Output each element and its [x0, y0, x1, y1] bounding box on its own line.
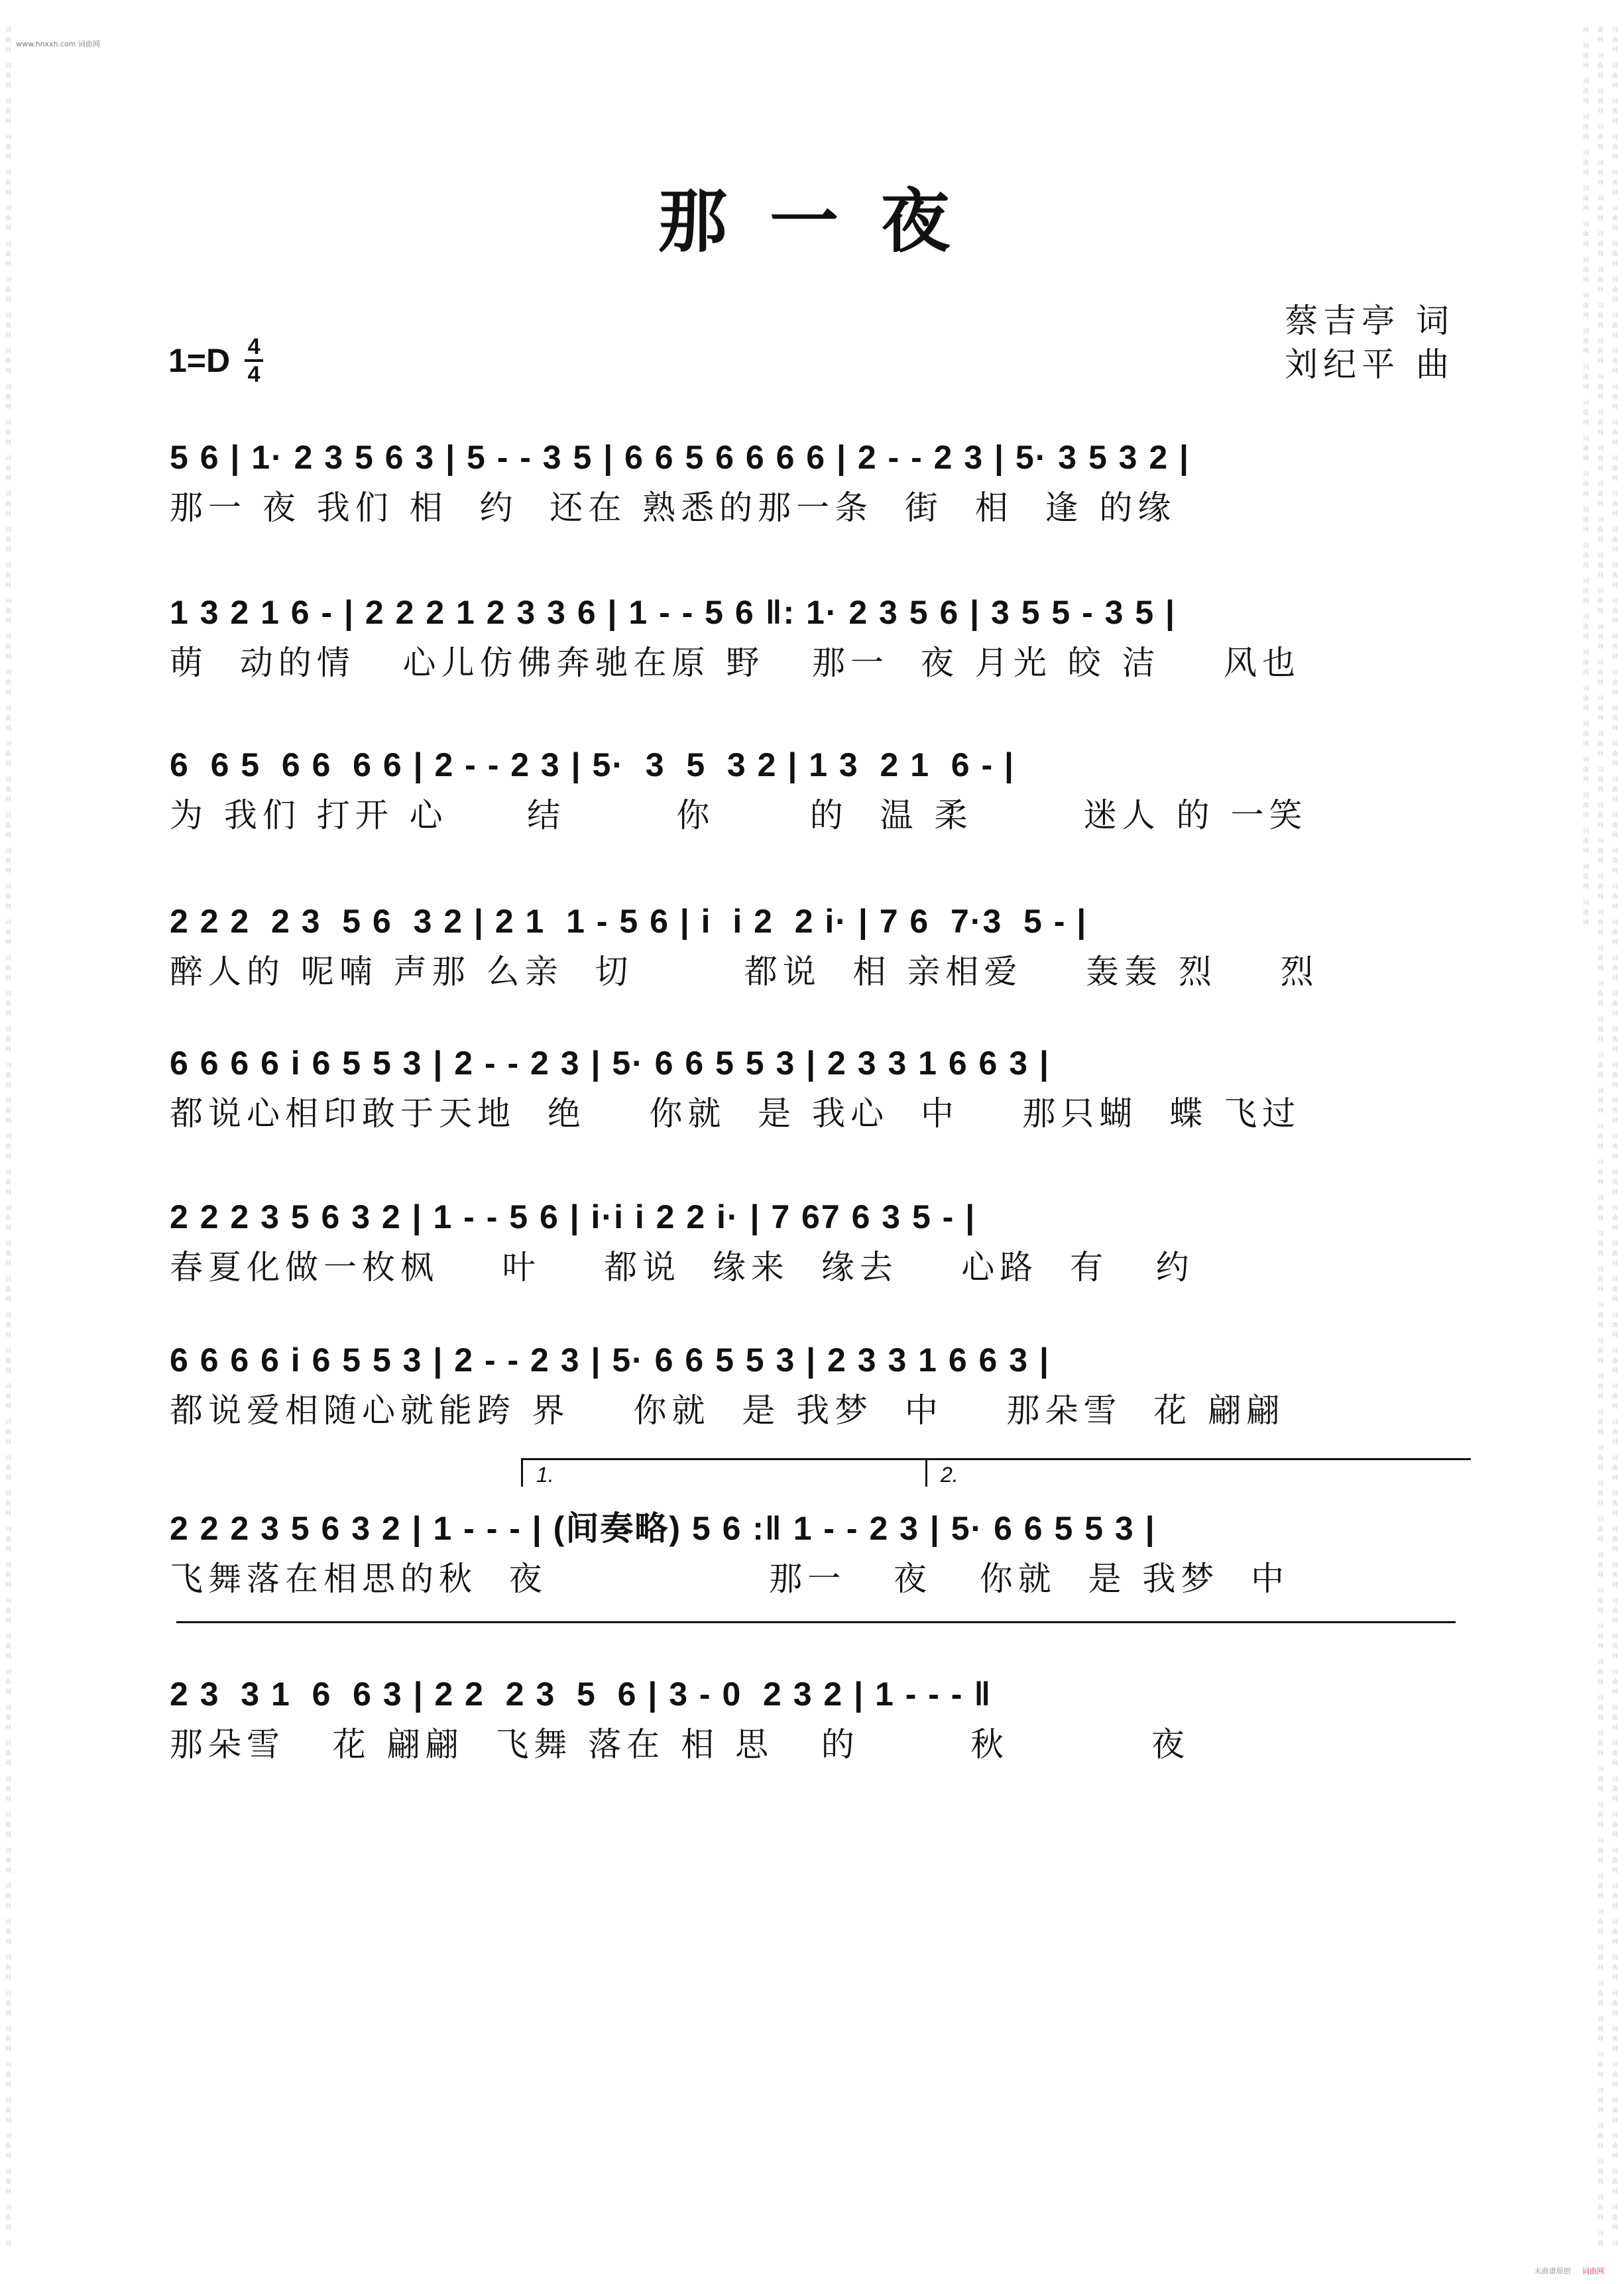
lyricist-credit: 蔡吉亭 词 — [1285, 302, 1454, 340]
lyric-line: 萌 动的情 心儿仿佛奔驰在原 野 那一 夜 月光 皎 洁 风也 — [170, 644, 1301, 682]
first-ending-bracket: 1. — [521, 1458, 1086, 1487]
score-row-1 — [170, 433, 1460, 533]
key-signature — [168, 335, 263, 386]
key-label: 1=D — [168, 342, 231, 379]
lyric-line: 为 我们 打开 心 结 你 的 温 柔 迷人 的 一笑 — [170, 796, 1308, 834]
footer-left-text: 未曲谱原创 — [1534, 2267, 1571, 2275]
lyric-line: 春夏化做一枚枫 叶 都说 缘来 缘去 心路 有 约 — [170, 1248, 1194, 1286]
lyric-line: 都说爱相随心就能跨 界 你就 是 我梦 中 那朵雪 花 翩翩 — [170, 1391, 1285, 1430]
score-row-6 — [170, 1193, 1460, 1292]
score-row-3 — [170, 741, 1460, 840]
notation-line: 2 3 3 1 6 6 3 | 2 2 2 3 5 6 | 3 - 0 2 3 2 | 1 - - - ‖ — [170, 1676, 992, 1713]
notation-line: 1 3 2 1 6 - | 2 2 2 1 2 3 3 6 | 1 - - 5 6 ‖: 1· 2 3 5 6 | 3 5 5 - 3 5 | — [170, 594, 1177, 631]
second-ending-bracket: 2. — [925, 1458, 1471, 1487]
lyric-line: 那朵雪 花 翩翩 飞舞 落在 相 思 的 秋 夜 — [170, 1725, 1190, 1764]
side-watermark-right: 词曲网 词曲网 词曲网 词曲网 词曲网 词曲网 词曲网 词曲网 词曲网 词曲网 词曲网 词曲网 词曲网 词曲网 词曲网 词曲网 词曲网 词曲网 词曲网 词曲网 词曲网 词曲网 词曲网 词曲网 词曲网 词曲网 词曲网 词曲网 词曲网 词曲网 词曲网 词曲网 词曲网 词曲网 词曲网 词曲网 词曲网 词曲网 词曲网 词曲网 词曲网 词曲网 词曲网 词曲网 词曲网 词曲网 词曲网 词曲网 词曲网 词曲网 词曲网 词曲网 词曲网 词曲网 词曲网 词曲网 词曲网 词曲网 词曲网 词曲网 词曲网 词曲网 词曲网 词曲网 词曲网 词曲网 词曲网 词曲网 词曲网 词曲网 词曲网 词曲网 词曲网 词曲网 词曲网 词曲网 词曲网 词曲网 词曲网 词曲网 词曲网 词曲网 词曲网 词曲网 词曲网 词曲网 词曲网 词曲网 词曲网 词曲网 词曲网 词曲网 词曲网 词曲网 词曲网 词曲网 词曲网 词曲网 词曲网 词曲网 词曲网 词曲网 词曲网 词曲网 词曲网 词曲网 词曲网 词曲网 词曲网 词曲网 词曲网 词曲网 词曲网 词曲网 词曲网 词曲网 词曲网 词曲网 词曲网 词曲网 词曲网 词曲网 词曲网 词曲网 词曲网 词曲网 词曲网 词曲网 词曲网 词曲网 词曲网 词曲网 词曲网 词曲网 词曲网 词曲网 词曲网 词曲网 词曲网 词曲网 词曲网 词曲网 词曲网 词曲网 词曲网 词曲网 词曲网 词曲网 词曲网 词曲网 — [1582, 27, 1617, 2250]
site-header-text[interactable]: www.hnxxh.com 词曲网 — [16, 40, 100, 48]
score-row-8 — [170, 1463, 1460, 1604]
time-signature-bottom: 4 — [247, 362, 261, 387]
notation-line: 2 2 2 3 5 6 3 2 | 1 - - 5 6 | i·i i 2 2 i· | 7 67 6 3 5 - | — [170, 1198, 976, 1235]
score-row-4 — [170, 897, 1460, 997]
notation-line: 5 6 | 1· 2 3 5 6 3 | 5 - - 3 5 | 6 6 5 6 6 6 6 | 2 - - 2 3 | 5· 3 5 3 2 | — [170, 439, 1190, 476]
score-row-5 — [170, 1039, 1460, 1139]
song-title: 那一夜 — [658, 180, 992, 262]
notation-line: 6 6 6 6 i 6 5 5 3 | 2 - - 2 3 | 5· 6 6 5 5 3 | 2 3 3 1 6 6 3 | — [170, 1342, 1050, 1379]
score-row-7 — [170, 1336, 1460, 1436]
score-row-9 — [170, 1670, 1460, 1770]
notation-line: 6 6 5 6 6 6 6 | 2 - - 2 3 | 5· 3 5 3 2 | 1 3 2 1 6 - | — [170, 746, 1015, 783]
notation-line: 2 2 2 3 5 6 3 2 | 1 - - - | (间奏略) 5 6 :‖ 1 - - 2 3 | 5· 6 6 5 5 3 | — [170, 1510, 1156, 1547]
notation-line: 6 6 6 6 i 6 5 5 3 | 2 - - 2 3 | 5· 6 6 5 5 3 | 2 3 3 1 6 6 3 | — [170, 1045, 1050, 1082]
score-row-2 — [170, 589, 1460, 688]
footer-right-link[interactable]: 词曲网 — [1582, 2267, 1604, 2275]
time-signature-top: 4 — [247, 334, 261, 359]
lyric-line: 飞舞落在相思的秋 夜 那一 夜 你就 是 我梦 中 — [170, 1560, 1290, 1598]
lyric-line: 都说心相印敢于天地 绝 你就 是 我心 中 那只蝴 蝶 飞过 — [170, 1094, 1301, 1133]
ending-bracket-continuation — [176, 1621, 1456, 1623]
notation-line: 2 2 2 2 3 5 6 3 2 | 2 1 1 - 5 6 | i i 2 2 i· | 7 6 7·3 5 - | — [170, 903, 1088, 940]
site-footer — [1535, 2265, 1605, 2276]
lyric-line: 那一 夜 我们 相 约 还在 熟悉的那一条 街 相 逢 的缘 — [170, 488, 1177, 527]
side-watermark-left: 词曲网 词曲网 词曲网 词曲网 词曲网 词曲网 词曲网 词曲网 词曲网 词曲网 词曲网 词曲网 词曲网 词曲网 词曲网 词曲网 词曲网 词曲网 词曲网 词曲网 词曲网 词曲网 词曲网 词曲网 词曲网 词曲网 词曲网 词曲网 词曲网 词曲网 词曲网 词曲网 词曲网 词曲网 词曲网 词曲网 词曲网 词曲网 词曲网 词曲网 词曲网 词曲网 词曲网 词曲网 词曲网 词曲网 词曲网 词曲网 词曲网 词曲网 词曲网 词曲网 词曲网 词曲网 词曲网 词曲网 词曲网 词曲网 词曲网 词曲网 词曲网 词曲网 词 — [4, 27, 11, 2250]
composer-credit: 刘纪平 曲 — [1285, 345, 1454, 384]
time-signature — [245, 335, 263, 386]
lyric-line: 醉人的 呢喃 声那 么亲 切 都说 相 亲相爱 轰轰 烈 烈 — [170, 952, 1319, 991]
